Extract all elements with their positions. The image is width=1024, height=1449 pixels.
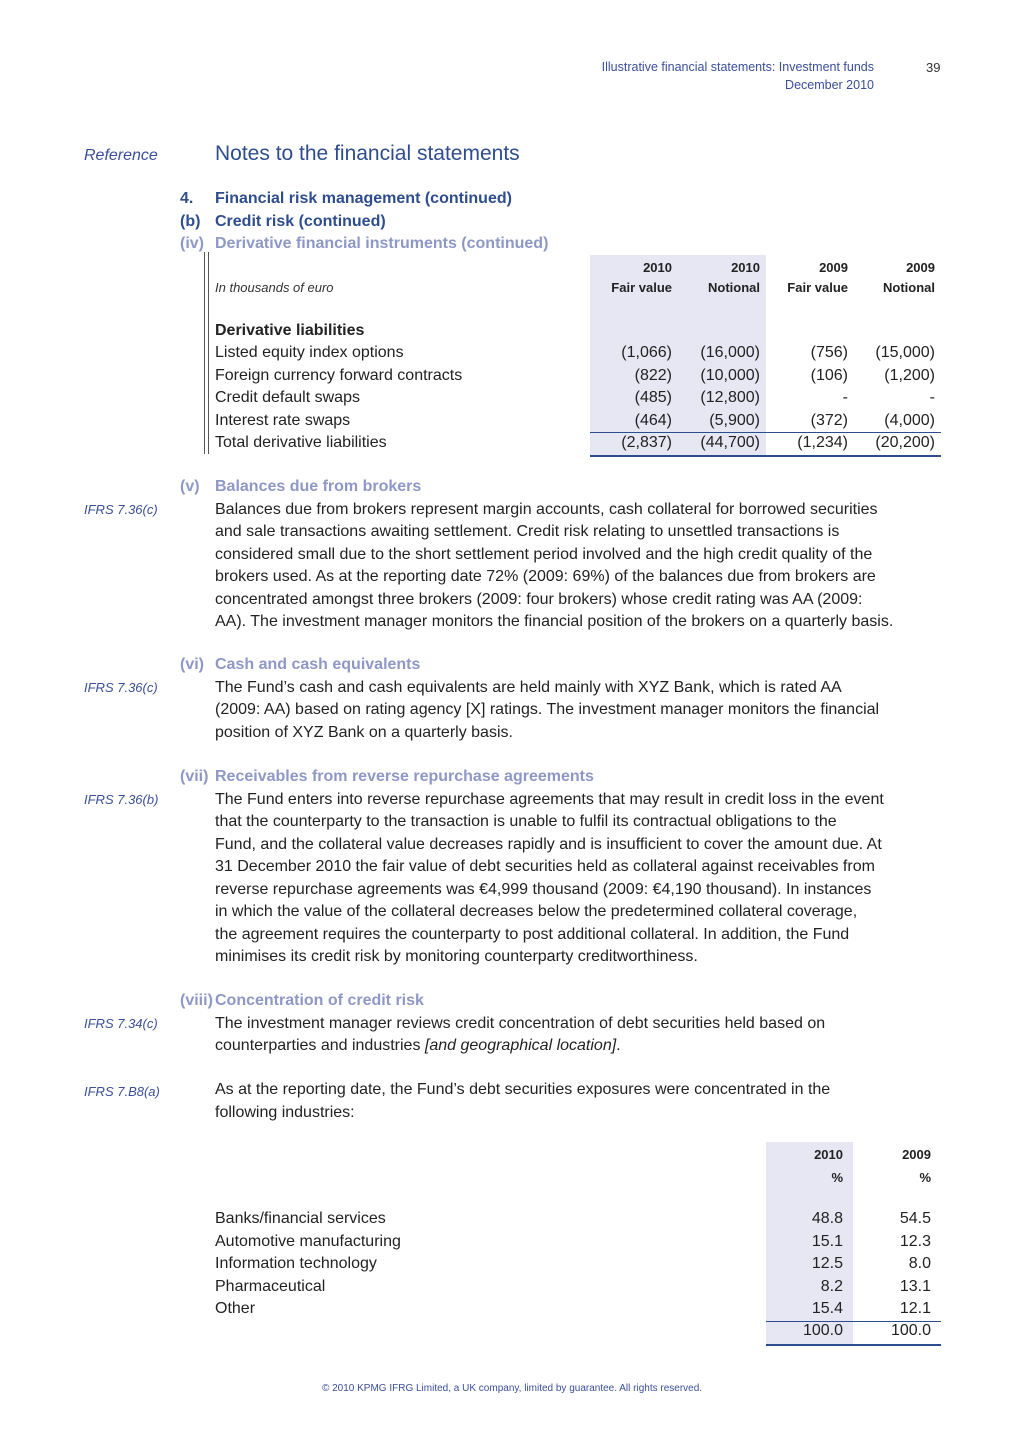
paragraph-line	[215, 813, 837, 831]
cell-value: (1,066)	[621, 344, 672, 361]
paragraph-line	[215, 724, 513, 742]
column-year: 2010	[643, 260, 672, 275]
reference-label: Reference	[84, 147, 158, 164]
total-rule	[590, 432, 941, 433]
paragraph-line	[215, 568, 876, 586]
paragraph-line	[215, 613, 893, 631]
cell-value: 54.5	[899, 1210, 931, 1227]
cell-value: 8.2	[820, 1277, 843, 1295]
cell-value: (2,837)	[621, 434, 672, 451]
line-text: counterparties and industries	[215, 1037, 425, 1054]
total-double-rule	[590, 455, 941, 457]
section-title: Concentration of credit risk	[215, 992, 424, 1009]
column-year: 2009	[906, 260, 935, 275]
row-label: Total derivative liabilities	[215, 434, 387, 451]
cell-value: 8.0	[908, 1255, 931, 1272]
paragraph-line	[215, 791, 884, 809]
cell-value: (44,700)	[700, 434, 760, 451]
cell-value: (20,200)	[875, 434, 935, 451]
paragraph-line	[215, 523, 839, 541]
cell-value: 12.3	[899, 1232, 931, 1250]
cell-value: 13.1	[899, 1277, 931, 1295]
section-title: Receivables from reverse repurchase agreements	[215, 768, 594, 785]
paragraph-line: As at the reporting date, the Fund’s debt securities exposures were concentrated in the	[215, 1081, 831, 1098]
line-text: that the counterparty to the transaction is unable to fulfil its contractual obligations to the	[215, 813, 837, 830]
row-label: Automotive manufacturing	[215, 1232, 401, 1250]
heading-number: (b)	[180, 213, 201, 230]
cell-value: (485)	[634, 389, 672, 406]
cell-value: -	[929, 389, 935, 406]
line-text: considered small due to the short settlement period involved and the high credit quality of the	[215, 545, 873, 563]
section-title: Balances due from brokers	[215, 478, 422, 495]
paragraph-line	[215, 1015, 825, 1033]
row-label: Banks/financial services	[215, 1210, 386, 1227]
cell-value: (16,000)	[700, 344, 760, 361]
total-rule	[766, 1321, 941, 1322]
cell-value: (1,200)	[884, 366, 935, 384]
ifrs-reference: IFRS 7.34(c)	[84, 1016, 158, 1031]
cell-value: (756)	[810, 344, 848, 361]
cell-value: 15.4	[811, 1300, 843, 1317]
line-text: The investment manager reviews credit concentration of debt securities held based on	[215, 1014, 826, 1032]
section-number: (vi)	[180, 656, 204, 673]
ifrs-reference: IFRS 7.36(c)	[84, 502, 158, 517]
line-text: brokers used. As at the reporting date 72% (2009: 69%) of the balances due from brokers are	[215, 568, 876, 585]
column-label: Notional	[708, 280, 760, 295]
paragraph-line	[215, 836, 882, 854]
section-number: (viii)	[180, 992, 213, 1009]
heading-credit-risk: Credit risk (continued)	[215, 213, 386, 230]
cell-value: (10,000)	[700, 366, 760, 384]
paragraph-line	[215, 1037, 621, 1055]
line-text: Fund, and the collateral value decreases rapidly and is insufficient to cover the amount due. At	[215, 835, 882, 853]
line-text: reverse repurchase agreements was €4,999 thousand (2009: €4,190 thousand). In instances	[215, 880, 872, 898]
page-number: 39	[926, 60, 941, 75]
cell-value: 48.8	[811, 1210, 843, 1227]
unit-label: In thousands of euro	[215, 280, 334, 295]
column-label: Fair value	[611, 280, 672, 295]
column-year: 2010	[814, 1147, 843, 1162]
line-text: 31 December 2010 the fair value of debt securities held as collateral against receivables from	[215, 858, 875, 875]
change-bar	[204, 252, 209, 454]
paragraph-line	[215, 903, 857, 921]
cell-value: -	[842, 389, 848, 406]
total-value: 100.0	[802, 1322, 843, 1339]
line-text: and sale transactions awaiting settlement. Credit risk relating to unsettled transactions is	[215, 523, 840, 540]
row-label: Interest rate swaps	[215, 411, 351, 429]
cell-value: 12.5	[811, 1255, 843, 1272]
line-text: the agreement requires the counterparty to post additional collateral. In addition, the Fund	[215, 925, 850, 943]
line-end: .	[616, 1037, 621, 1054]
paragraph-line: following industries:	[215, 1103, 355, 1121]
cell-value: (15,000)	[875, 344, 935, 361]
cell-value: (4,000)	[884, 411, 935, 429]
row-label: Other	[215, 1300, 256, 1317]
heading-number: (iv)	[180, 235, 204, 252]
cell-value: 15.1	[811, 1232, 843, 1250]
column-label: Notional	[883, 280, 935, 295]
line-text: The Fund enters into reverse repurchase agreements that may result in credit loss in the event	[215, 790, 884, 808]
paragraph-line	[215, 501, 878, 519]
paragraph-line	[215, 858, 875, 876]
column-year: 2009	[819, 260, 848, 275]
line-text: position of XYZ Bank on a quarterly basis.	[215, 723, 513, 741]
ifrs-reference: IFRS 7.36(c)	[84, 680, 158, 695]
cell-value: (1,234)	[797, 434, 848, 451]
paragraph-line	[215, 591, 862, 609]
column-year: 2010	[731, 260, 760, 275]
page-title: Notes to the financial statements	[215, 142, 520, 165]
cell-value: (5,900)	[709, 411, 760, 429]
total-double-rule	[766, 1344, 941, 1346]
column-label: Fair value	[787, 280, 848, 295]
paragraph-line	[215, 701, 879, 719]
row-label: Listed equity index options	[215, 344, 404, 361]
section-number: (v)	[180, 478, 200, 495]
line-text: Balances due from brokers represent margin accounts, cash collateral for borrowed securities	[215, 500, 878, 518]
header-date: December 2010	[785, 78, 874, 92]
paragraph-line	[215, 679, 842, 697]
header-title: Illustrative financial statements: Investment funds	[601, 60, 874, 74]
line-text: AA). The investment manager monitors the financial position of the brokers on a quarterly basis.	[215, 613, 894, 630]
line-text: (2009: AA) based on rating agency [X] ratings. The investment manager monitors the financial	[215, 701, 880, 718]
row-label: Pharmaceutical	[215, 1277, 326, 1295]
section-label: Derivative liabilities	[215, 322, 365, 339]
ifrs-reference: IFRS 7.B8(a)	[84, 1084, 160, 1099]
heading-financial-risk: Financial risk management (continued)	[215, 190, 512, 207]
section-title: Cash and cash equivalents	[215, 656, 421, 673]
ifrs-reference: IFRS 7.36(b)	[84, 792, 159, 807]
total-value: 100.0	[890, 1322, 931, 1339]
paragraph-line	[215, 546, 872, 564]
row-label: Foreign currency forward contracts	[215, 366, 463, 384]
paragraph-line	[215, 926, 849, 944]
footer-copyright: © 2010 KPMG IFRG Limited, a UK company, limited by guarantee. All rights reserved.	[321, 1383, 703, 1394]
cell-value: (106)	[810, 366, 848, 384]
heading-number: 4.	[180, 190, 194, 207]
cell-value: (822)	[634, 366, 672, 384]
paragraph-line	[215, 881, 871, 899]
column-unit: %	[919, 1170, 931, 1185]
cell-value: (372)	[810, 411, 848, 429]
paragraph-line	[215, 948, 698, 966]
column-year: 2009	[902, 1147, 931, 1162]
row-label: Credit default swaps	[215, 389, 360, 406]
heading-derivatives: Derivative financial instruments (continued)	[215, 235, 549, 252]
line-text: The Fund’s cash and cash equivalents are held mainly with XYZ Bank, which is rated AA	[215, 678, 842, 696]
line-text: in which the value of the collateral decreases below the predetermined collateral coverage,	[215, 903, 858, 920]
row-label: Information technology	[215, 1255, 377, 1272]
line-text: concentrated amongst three brokers (2009: four brokers) whose credit rating was AA (2009:	[215, 590, 863, 608]
cell-value: (12,800)	[700, 389, 760, 406]
cell-value: 12.1	[899, 1300, 931, 1317]
line-text: minimises its credit risk by monitoring counterparty creditworthiness.	[215, 948, 698, 965]
italic-note: [and geographical location]	[424, 1037, 617, 1054]
section-number: (vii)	[180, 768, 209, 785]
cell-value: (464)	[634, 411, 672, 429]
column-unit: %	[831, 1170, 843, 1185]
